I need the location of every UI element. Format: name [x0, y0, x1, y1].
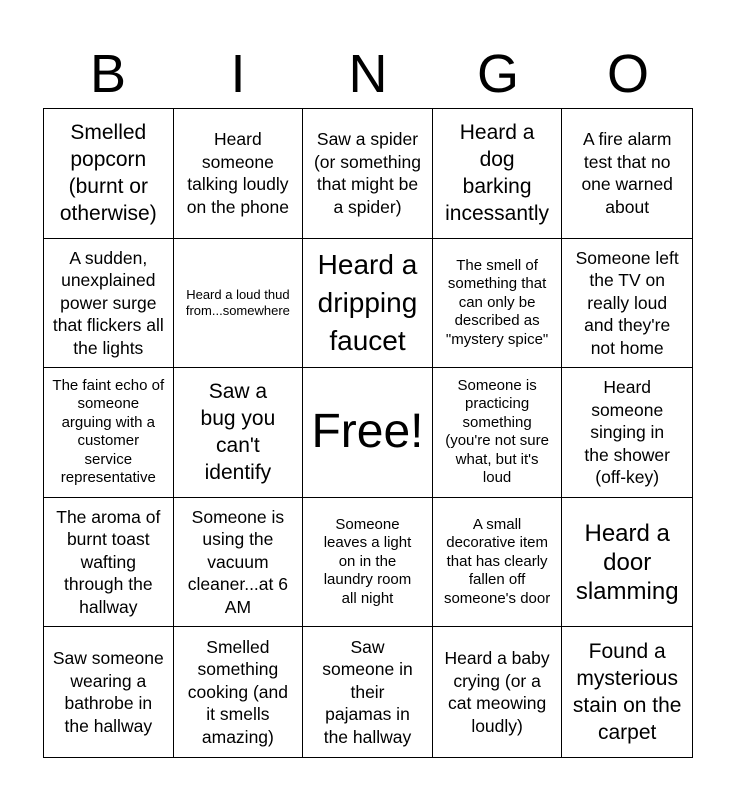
bingo-cell[interactable]: [562, 498, 692, 628]
bingo-cell[interactable]: [433, 498, 563, 628]
bingo-cell[interactable]: [44, 239, 174, 369]
cell-text: Smelled popcorn (burnt or otherwise): [59, 121, 157, 226]
cell-text: Heard someone talking loudly on the phone: [186, 129, 289, 217]
bingo-cell[interactable]: [303, 109, 433, 239]
cell-text: Heard a dog barking incessantly: [445, 121, 550, 226]
free-cell[interactable]: [303, 368, 433, 498]
cell-text: Saw someone wearing a bathrobe in the hallway: [52, 648, 164, 736]
bingo-cell[interactable]: [174, 368, 304, 498]
bingo-cell[interactable]: [433, 239, 563, 369]
cell-text: Saw a bug you can't identify: [200, 380, 276, 485]
cell-text: A fire alarm test that no one warned about: [581, 129, 673, 217]
bingo-cell[interactable]: [433, 368, 563, 498]
header-letter-n: N: [348, 44, 388, 104]
bingo-cell[interactable]: [562, 368, 692, 498]
bingo-cell[interactable]: [562, 239, 692, 369]
cell-text: A sudden, unexplained power surge that flickers all the lights: [52, 247, 164, 358]
bingo-cell[interactable]: [174, 627, 304, 757]
bingo-header: [43, 40, 693, 108]
bingo-cell[interactable]: [44, 498, 174, 628]
header-letter-i: I: [230, 44, 246, 104]
bingo-cell[interactable]: [562, 627, 692, 757]
cell-text: Heard a dripping faucet: [317, 248, 418, 356]
bingo-cell[interactable]: [44, 109, 174, 239]
cell-text: The smell of something that can only be described as "mystery spice": [445, 256, 549, 348]
header-letter-b: B: [89, 44, 127, 104]
cell-text: Someone is using the vacuum cleaner...at 6 AM: [187, 506, 288, 617]
bingo-cell[interactable]: [174, 498, 304, 628]
bingo-cell[interactable]: [303, 627, 433, 757]
bingo-cell[interactable]: [303, 498, 433, 628]
bingo-cell[interactable]: [433, 109, 563, 239]
cell-text: Heard a door slamming: [575, 519, 679, 605]
cell-text: Someone is practicing something (you're not sure what, but it's loud: [445, 376, 549, 487]
bingo-cell[interactable]: [174, 109, 304, 239]
cell-text: Saw someone in their pajamas in the hallway: [322, 636, 413, 747]
cell-text: The aroma of burnt toast wafting through the hallway: [56, 506, 161, 617]
bingo-cell[interactable]: [562, 109, 692, 239]
cell-text: Someone left the TV on really loud and they're not home: [575, 247, 679, 358]
cell-text: Found a mysterious stain on the carpet: [572, 640, 682, 745]
cell-text: Heard someone singing in the shower (off-key): [584, 377, 670, 488]
header-letter-o: O: [606, 44, 649, 104]
cell-text: Smelled something cooking (and it smells amazing): [187, 636, 288, 747]
cell-text: Heard a loud thud from...somewhere: [185, 286, 290, 318]
bingo-cell[interactable]: [433, 627, 563, 757]
cell-text: Someone leaves a light on in the laundry room all night: [323, 515, 412, 607]
bingo-cell[interactable]: [44, 627, 174, 757]
bingo-cell[interactable]: [44, 368, 174, 498]
bingo-cell[interactable]: [303, 239, 433, 369]
bingo-board: [43, 108, 693, 758]
cell-text: A small decorative item that has clearly fallen off someone's door: [443, 515, 551, 607]
cell-text: Heard a baby crying (or a cat meowing loudly): [444, 648, 550, 736]
header-letter-g: G: [476, 44, 519, 104]
free-space-text: Free!: [311, 405, 424, 459]
bingo-cell[interactable]: [174, 239, 304, 369]
cell-text: Saw a spider (or something that might be a spider): [313, 129, 421, 217]
cell-text: The faint echo of someone arguing with a customer service representative: [52, 376, 165, 487]
